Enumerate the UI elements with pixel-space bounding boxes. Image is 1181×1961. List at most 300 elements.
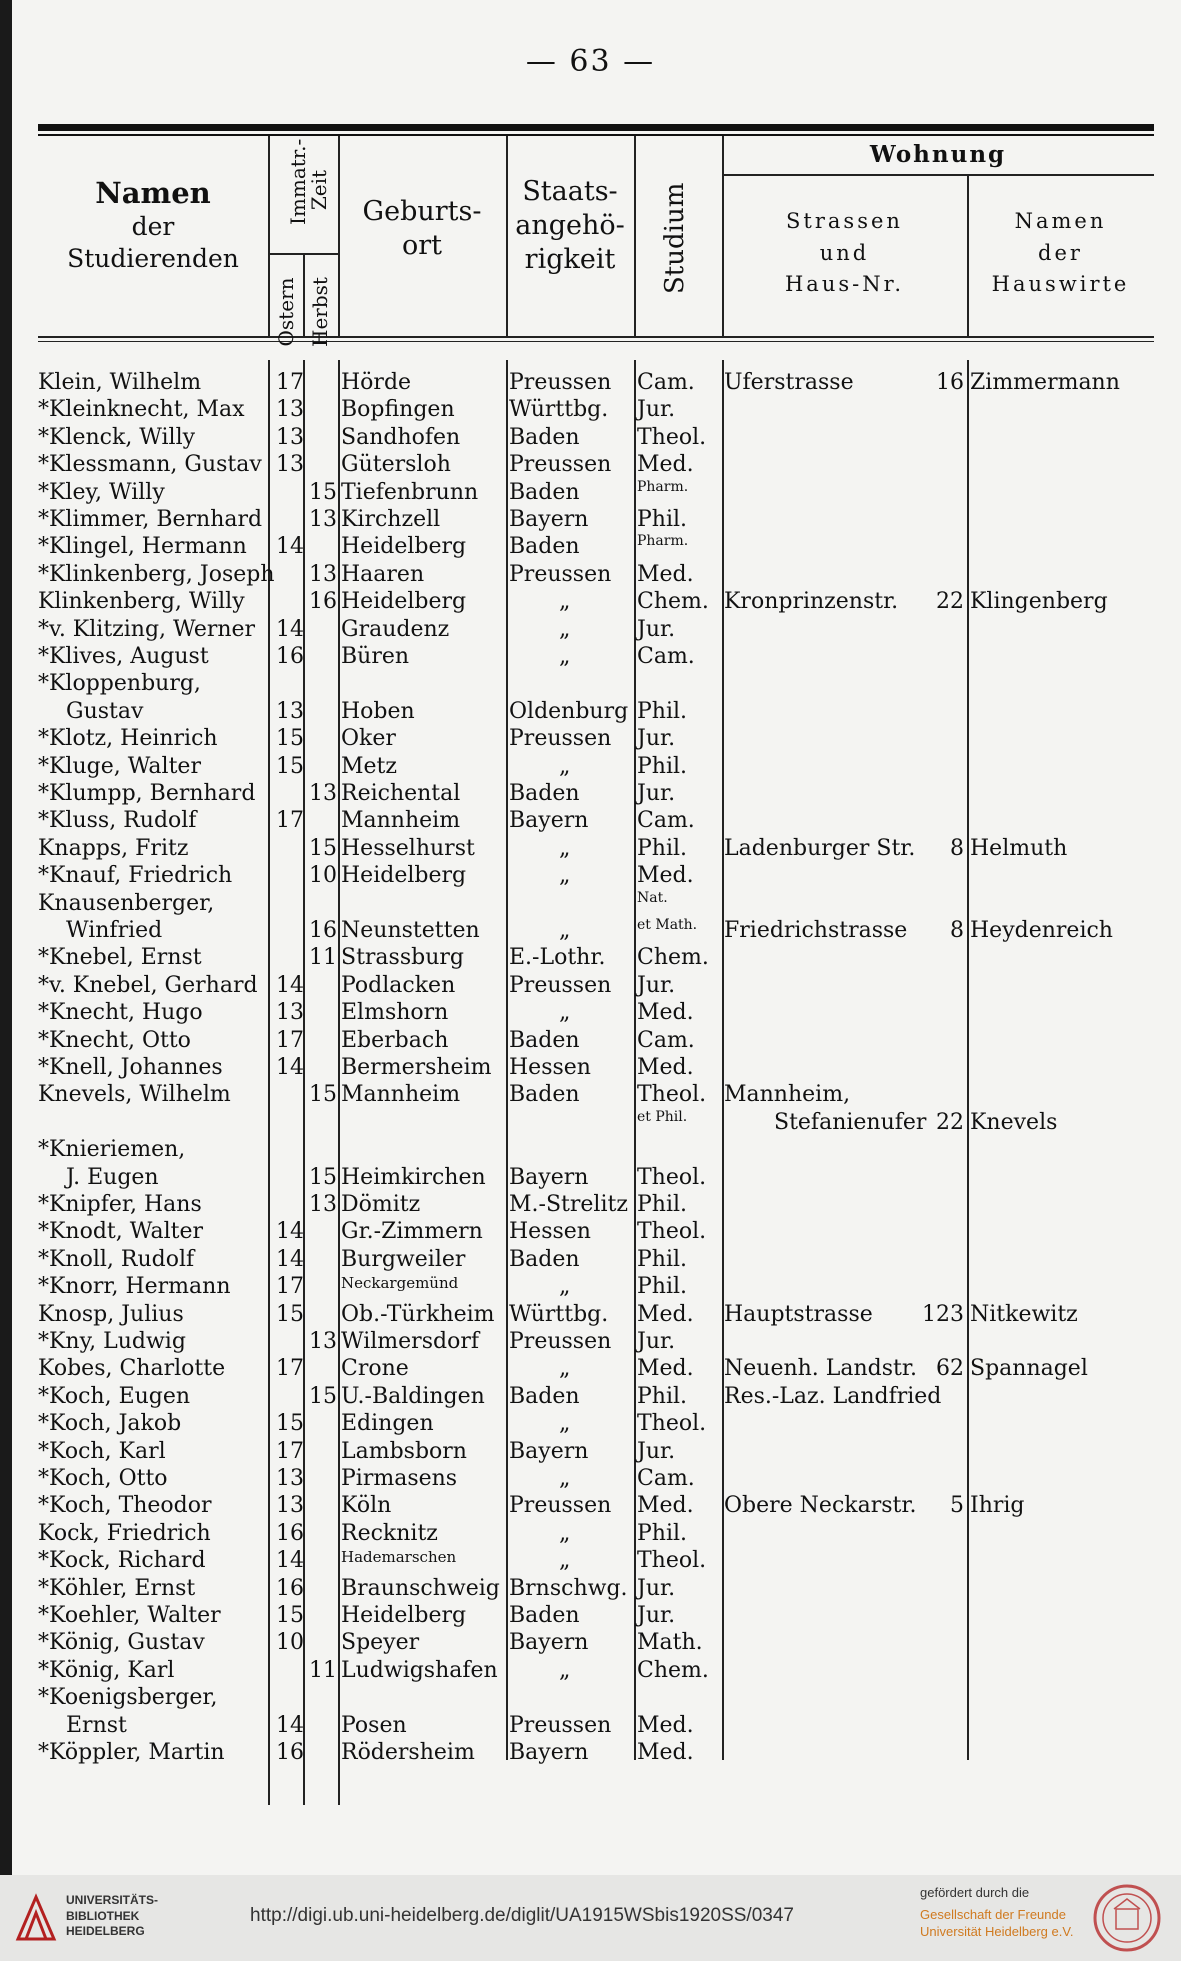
staat-cell: Baden: [509, 424, 580, 450]
table-row: [0, 1548, 1181, 1575]
strasse-cell: Res.-Laz. Landfried: [724, 1383, 942, 1409]
geburtsort-cell: Lambsborn: [341, 1438, 467, 1464]
geburtsort-cell: Tiefenbrunn: [341, 479, 479, 505]
header-wirte-2: der: [1038, 240, 1083, 265]
ostern-cell: 13: [276, 1000, 304, 1026]
studium-cell: Jur.: [637, 1438, 676, 1464]
name-cell: *Koch, Jakob: [38, 1411, 182, 1437]
table-row: [0, 1713, 1181, 1740]
staat-cell: Preussen: [509, 726, 612, 752]
table-row: [0, 1521, 1181, 1548]
studium-cell: Med.: [637, 1000, 694, 1026]
staat-cell: Oldenburg: [509, 698, 629, 724]
page-number: — 63 —: [525, 44, 656, 79]
header-ostern: Ostern: [274, 277, 298, 347]
header-herbst: Herbst: [308, 277, 332, 347]
column-divider: [268, 136, 270, 336]
name-cell: *Kloppenburg,: [38, 671, 201, 697]
table-row: [0, 425, 1181, 452]
name-cell: *Knoll, Rudolf: [38, 1246, 195, 1272]
geburtsort-cell: Crone: [341, 1356, 409, 1382]
staat-cell: Brnschwg.: [509, 1575, 628, 1601]
studium-cell: Chem.: [637, 589, 709, 615]
staat-cell: Baden: [509, 1246, 580, 1272]
ostern-cell: 17: [276, 1027, 304, 1053]
studium-cell: Theol.: [637, 424, 707, 450]
herbst-cell: 13: [309, 507, 337, 532]
geburtsort-cell: U.-Baldingen: [341, 1383, 485, 1409]
ostern-cell: 16: [276, 1520, 304, 1546]
studium-cell: Phil.: [637, 1246, 688, 1272]
geburtsort-cell: Mannheim: [341, 1082, 461, 1108]
studium-cell: Phil.: [637, 753, 688, 779]
library-logo-icon: [14, 1893, 58, 1943]
table-row: [0, 1165, 1181, 1192]
ostern-cell: 14: [276, 972, 304, 998]
geburtsort-cell: Haaren: [341, 561, 425, 587]
studium-cell: Chem.: [637, 945, 709, 971]
table-row: [0, 891, 1181, 918]
header-names-der: der: [131, 212, 175, 242]
table-row: [0, 452, 1181, 479]
header-names-title: Namen: [95, 176, 211, 210]
geburtsort-cell: Ludwigshafen: [341, 1657, 498, 1683]
staat-cell: „: [559, 1000, 571, 1026]
sponsor-name-1: Gesellschaft der Freunde: [920, 1907, 1066, 1922]
hausnr-cell: 22: [936, 589, 964, 615]
table-row: [0, 1274, 1181, 1301]
name-cell: *Koch, Theodor: [38, 1493, 212, 1519]
library-name: [66, 1893, 158, 1940]
hausnr-cell: 16: [936, 370, 964, 395]
university-seal-icon: [1092, 1883, 1162, 1953]
ostern-cell: 13: [276, 424, 304, 450]
table-row: [0, 918, 1181, 945]
name-cell: *Knecht, Otto: [38, 1027, 191, 1053]
name-cell: Winfried: [66, 918, 163, 943]
geburtsort-cell: Edingen: [341, 1411, 434, 1437]
geburtsort-cell: Heidelberg: [341, 589, 467, 615]
top-rule: [38, 124, 1154, 131]
studium-cell: Phil.: [637, 1192, 688, 1217]
table-row: [0, 617, 1181, 644]
name-cell: Kock, Friedrich: [38, 1520, 211, 1546]
table-row: [0, 836, 1181, 863]
name-cell: *Klotz, Heinrich: [38, 726, 218, 752]
column-divider: [303, 255, 305, 336]
header-staat-2: angehö-: [515, 209, 625, 241]
library-name-2: BIBLIOTHEK: [66, 1908, 140, 1923]
studium-cell: Chem.: [637, 1657, 709, 1683]
table-row: [0, 1493, 1181, 1520]
hausnr-cell: 8: [950, 835, 964, 861]
name-cell: *Kluss, Rudolf: [38, 808, 197, 834]
staat-cell: „: [559, 863, 571, 889]
name-cell: *Knauf, Friedrich: [38, 863, 233, 889]
staat-cell: Hessen: [509, 1055, 591, 1080]
ostern-cell: 15: [276, 1411, 304, 1437]
name-cell: *Koch, Eugen: [38, 1383, 191, 1409]
staat-cell: „: [559, 1466, 571, 1491]
staat-cell: Bayern: [509, 507, 589, 532]
geburtsort-cell: Neckargemünd: [341, 1274, 459, 1293]
staat-cell: „: [559, 644, 571, 669]
name-cell: *Knecht, Hugo: [38, 1000, 203, 1026]
studium-cell: Med.: [637, 1055, 694, 1080]
staat-cell: E.-Lothr.: [509, 945, 606, 971]
geburtsort-cell: Graudenz: [341, 616, 450, 642]
staat-cell: „: [559, 589, 571, 615]
studium-cell: Pharm.: [637, 478, 689, 495]
table-row: [0, 699, 1181, 726]
table-row: [0, 1658, 1181, 1685]
ostern-cell: 16: [276, 1575, 304, 1601]
name-cell: *Knipfer, Hans: [38, 1192, 202, 1217]
studium-cell: Phil.: [637, 698, 688, 724]
table-row: [0, 1082, 1181, 1109]
table-row: [0, 1384, 1181, 1411]
geburtsort-cell: Braunschweig: [341, 1575, 500, 1601]
studium-cell: Jur.: [637, 1329, 676, 1354]
herbst-cell: 13: [309, 1329, 337, 1354]
name-cell: *Klenck, Willy: [38, 424, 196, 450]
ostern-cell: 14: [276, 1712, 304, 1738]
ostern-cell: 15: [276, 1301, 304, 1327]
studium-cell: Math.: [637, 1630, 703, 1656]
ostern-cell: 15: [276, 1603, 304, 1628]
table-row: [0, 562, 1181, 589]
header-names: [38, 175, 268, 274]
header-zeit-label: Zeit: [307, 169, 331, 211]
table-row: [0, 644, 1181, 671]
geburtsort-cell: Neunstetten: [341, 918, 480, 943]
geburtsort-cell: Sandhofen: [341, 424, 461, 450]
geburtsort-cell: Burgweiler: [341, 1246, 466, 1272]
name-cell: *Kny, Ludwig: [38, 1329, 186, 1354]
ostern-cell: 15: [276, 726, 304, 752]
studium-cell: Phil.: [637, 835, 688, 861]
studium-cell: Cam.: [637, 808, 695, 834]
geburtsort-cell: Posen: [341, 1712, 407, 1738]
geburtsort-cell: Heidelberg: [341, 863, 467, 889]
geburtsort-cell: Dömitz: [341, 1192, 421, 1217]
staat-cell: Württbg.: [509, 397, 609, 423]
hauswirt-cell: Helmuth: [970, 835, 1068, 861]
staat-cell: „: [559, 1356, 571, 1382]
ostern-cell: 17: [276, 1274, 304, 1300]
ostern-cell: 14: [276, 1055, 304, 1080]
staat-cell: Preussen: [509, 1712, 612, 1738]
sponsor-name: [920, 1907, 1073, 1941]
strasse-cell: Hauptstrasse: [724, 1301, 873, 1327]
table-row: [0, 1110, 1181, 1137]
studium-cell: Jur.: [637, 1603, 676, 1628]
name-cell: Klinkenberg, Willy: [38, 589, 245, 615]
ostern-cell: 13: [276, 1493, 304, 1519]
studium-cell: Med.: [637, 561, 694, 587]
sponsor-label: gefördert durch die: [920, 1885, 1030, 1900]
name-cell: *Klinkenberg, Joseph: [38, 561, 275, 587]
library-name-1: UNIVERSITÄTS-: [66, 1893, 159, 1907]
geburtsort-cell: Rödersheim: [341, 1740, 475, 1765]
staat-cell: Preussen: [509, 452, 612, 478]
studium-cell: Med.: [637, 1493, 694, 1519]
name-cell: Klein, Wilhelm: [38, 370, 202, 395]
name-cell: *Knorr, Hermann: [38, 1274, 231, 1300]
table-row: [0, 1685, 1181, 1712]
herbst-cell: 11: [309, 1657, 337, 1683]
hausnr-cell: 22: [936, 1109, 964, 1135]
header-strassen-3: Haus-Nr.: [784, 272, 904, 296]
header-strassen-2: und: [819, 240, 870, 265]
strasse-cell: Uferstrasse: [724, 370, 854, 395]
studium-cell: Jur.: [637, 1575, 676, 1601]
staat-cell: Baden: [509, 1082, 580, 1108]
table-row: [0, 1137, 1181, 1164]
table-row: [0, 1630, 1181, 1657]
header-divider: [268, 253, 338, 255]
staat-cell: Baden: [509, 1027, 580, 1053]
name-cell: *Klumpp, Bernhard: [38, 781, 256, 806]
header-strassen: [722, 206, 967, 301]
staat-cell: Bayern: [509, 1438, 589, 1464]
library-name-3: HEIDELBERG: [66, 1924, 145, 1939]
column-divider: [634, 136, 636, 336]
header-divider: [722, 174, 1154, 176]
name-cell: *König, Karl: [38, 1657, 175, 1683]
geburtsort-cell: Gütersloh: [341, 452, 451, 478]
geburtsort-cell: Elmshorn: [341, 1000, 449, 1026]
ostern-cell: 14: [276, 1219, 304, 1245]
geburtsort-cell: Bermersheim: [341, 1055, 492, 1080]
staat-cell: „: [559, 616, 571, 642]
studium-cell: Med.: [637, 452, 694, 478]
ostern-cell: 13: [276, 698, 304, 724]
studium-cell: Med.: [637, 1740, 694, 1765]
table-row: [0, 1055, 1181, 1082]
staat-cell: M.-Strelitz: [509, 1192, 628, 1217]
studium-cell: Theol.: [637, 1219, 707, 1245]
table-row: [0, 397, 1181, 424]
header-immatr: [286, 138, 331, 225]
table-row: [0, 1028, 1181, 1055]
header-wirte-1: Namen: [1014, 209, 1107, 233]
footer-bar: [0, 1875, 1181, 1961]
name-cell: *Köppler, Martin: [38, 1740, 225, 1765]
studium-cell: Jur.: [637, 781, 676, 806]
header-bottom-rule-thin: [38, 341, 1154, 342]
table-row: [0, 754, 1181, 781]
hausnr-cell: 123: [922, 1301, 964, 1327]
header-immatr-label: Immatr.-: [286, 138, 310, 225]
herbst-cell: 15: [309, 1164, 337, 1190]
table-row: [0, 534, 1181, 561]
header-names-studierenden: Studierenden: [67, 243, 239, 273]
hauswirt-cell: Knevels: [970, 1109, 1058, 1135]
ostern-cell: 13: [276, 397, 304, 423]
name-cell: *v. Klitzing, Werner: [38, 616, 256, 642]
ostern-cell: 14: [276, 1548, 304, 1574]
ostern-cell: 17: [276, 1356, 304, 1382]
ostern-cell: 16: [276, 1740, 304, 1765]
staat-cell: Hessen: [509, 1219, 591, 1245]
studium-cell: Cam.: [637, 370, 695, 395]
studium-cell: Med.: [637, 863, 694, 889]
table-row: [0, 726, 1181, 753]
header-geburtsort: [338, 195, 506, 263]
hauswirt-cell: Heydenreich: [970, 918, 1113, 943]
name-cell: Knapps, Fritz: [38, 835, 189, 861]
staat-cell: Preussen: [509, 1493, 612, 1519]
table-row: [0, 973, 1181, 1000]
ostern-cell: 13: [276, 452, 304, 478]
studium-cell: Theol.: [637, 1164, 707, 1190]
ostern-cell: 13: [276, 1466, 304, 1491]
sponsor-name-2: Universität Heidelberg e.V.: [920, 1923, 1074, 1939]
table-row: [0, 1603, 1181, 1630]
studium-cell: Nat.: [637, 889, 668, 906]
table-row: [0, 1329, 1181, 1356]
strasse-cell: Ladenburger Str.: [724, 835, 916, 861]
staat-cell: „: [559, 1274, 571, 1300]
name-cell: *Kock, Richard: [38, 1548, 206, 1574]
name-cell: *Knodt, Walter: [38, 1219, 203, 1245]
table-row: [0, 863, 1181, 890]
name-cell: *Kluge, Walter: [38, 753, 201, 779]
name-cell: *König, Gustav: [38, 1630, 205, 1656]
strasse-cell: Mannheim,: [724, 1082, 851, 1108]
studium-cell: Pharm.: [637, 533, 689, 550]
table-row: [0, 808, 1181, 835]
geburtsort-cell: Kirchzell: [341, 507, 441, 532]
name-cell: *Köhler, Ernst: [38, 1575, 196, 1601]
table-row: [0, 1247, 1181, 1274]
ostern-cell: 10: [276, 1630, 304, 1656]
studium-cell: Cam.: [637, 1466, 695, 1491]
geburtsort-cell: Oker: [341, 726, 396, 752]
ostern-cell: 17: [276, 370, 304, 395]
studium-cell: Theol.: [637, 1548, 707, 1574]
hausnr-cell: 8: [950, 918, 964, 943]
name-cell: Knausenberger,: [38, 890, 215, 916]
hausnr-cell: 5: [950, 1493, 964, 1519]
strasse-cell: Kronprinzenstr.: [724, 589, 899, 615]
studium-cell: Phil.: [637, 1274, 688, 1300]
ostern-cell: 17: [276, 808, 304, 834]
header-staat-1: Staats-: [522, 176, 618, 207]
geburtsort-cell: Speyer: [341, 1630, 420, 1656]
strasse-cell: Obere Neckarstr.: [724, 1493, 917, 1519]
geburtsort-cell: Reichental: [341, 781, 461, 806]
source-url[interactable]: http://digi.ub.uni-heidelberg.de/diglit/UA1915WSbis1920SS/0347: [250, 1905, 794, 1926]
staat-cell: Baden: [509, 1603, 580, 1628]
staat-cell: „: [559, 1411, 571, 1437]
table-row: [0, 945, 1181, 972]
studium-cell: Med.: [637, 1356, 694, 1382]
herbst-cell: 15: [309, 479, 337, 505]
name-cell: *Knieriemen,: [38, 1137, 186, 1163]
herbst-cell: 13: [309, 561, 337, 587]
herbst-cell: 16: [309, 589, 337, 615]
geburtsort-cell: Hesselhurst: [341, 835, 475, 861]
geburtsort-cell: Hademarschen: [341, 1548, 457, 1567]
geburtsort-cell: Eberbach: [341, 1027, 449, 1053]
geburtsort-cell: Gr.-Zimmern: [341, 1219, 483, 1245]
header-strassen-1: Strassen: [786, 209, 903, 233]
staat-cell: „: [559, 753, 571, 779]
name-cell: Kobes, Charlotte: [38, 1356, 226, 1382]
name-cell: *Koch, Otto: [38, 1466, 168, 1491]
table-row: [0, 507, 1181, 534]
staat-cell: Bayern: [509, 1630, 589, 1656]
table-row: [0, 1219, 1181, 1246]
name-cell: Gustav: [66, 698, 144, 724]
staat-cell: Bayern: [509, 1740, 589, 1765]
studium-cell: Cam.: [637, 1027, 695, 1053]
name-cell: *Klessmann, Gustav: [38, 452, 262, 478]
hauswirt-cell: Nitkewitz: [970, 1301, 1078, 1327]
table-row: [0, 589, 1181, 616]
table-row: [0, 1466, 1181, 1493]
geburtsort-cell: Wilmersdorf: [341, 1329, 479, 1354]
geburtsort-cell: Hoben: [341, 698, 415, 724]
table-row: [0, 1439, 1181, 1466]
herbst-cell: 15: [309, 1383, 337, 1409]
staat-cell: Baden: [509, 1383, 580, 1409]
geburtsort-cell: Köln: [341, 1493, 392, 1519]
name-cell: *Koenigsberger,: [38, 1685, 218, 1711]
staat-cell: Württbg.: [509, 1301, 609, 1327]
geburtsort-cell: Podlacken: [341, 972, 456, 998]
name-cell: Knevels, Wilhelm: [38, 1082, 231, 1108]
ostern-cell: 15: [276, 753, 304, 779]
name-cell: Ernst: [66, 1712, 127, 1738]
studium-cell: Med.: [637, 1712, 694, 1738]
header-geburtsort-2: ort: [401, 229, 442, 261]
studium-cell: et Phil.: [637, 1108, 688, 1125]
table-row: [0, 370, 1181, 397]
name-cell: J. Eugen: [66, 1164, 159, 1190]
geburtsort-cell: Recknitz: [341, 1520, 438, 1546]
geburtsort-cell: Pirmasens: [341, 1466, 458, 1491]
name-cell: *Koch, Karl: [38, 1438, 166, 1464]
hauswirt-cell: Spannagel: [970, 1356, 1088, 1382]
header-staat-3: rigkeit: [524, 243, 616, 275]
ostern-cell: 14: [276, 616, 304, 642]
header-bottom-rule: [38, 336, 1154, 338]
geburtsort-cell: Metz: [341, 753, 397, 779]
studium-cell: Jur.: [637, 616, 676, 642]
name-cell: *Kley, Willy: [38, 479, 165, 505]
name-cell: *Kleinknecht, Max: [38, 397, 245, 423]
herbst-cell: 15: [309, 835, 337, 861]
geburtsort-cell: Ob.-Türkheim: [341, 1301, 495, 1327]
studium-cell: Phil.: [637, 507, 688, 532]
hausnr-cell: 62: [936, 1356, 964, 1382]
name-cell: *Knell, Johannes: [38, 1055, 223, 1080]
header-geburtsort-1: Geburts-: [362, 196, 482, 227]
name-cell: *Klives, August: [38, 644, 209, 669]
geburtsort-cell: Büren: [341, 644, 410, 669]
table-row: [0, 1192, 1181, 1219]
herbst-cell: 16: [309, 918, 337, 943]
studium-cell: Phil.: [637, 1383, 688, 1409]
table-row: [0, 671, 1181, 698]
header-staat: [506, 175, 634, 276]
table-row: [0, 1302, 1181, 1329]
hauswirt-cell: Zimmermann: [970, 370, 1120, 395]
staat-cell: Baden: [509, 479, 580, 505]
